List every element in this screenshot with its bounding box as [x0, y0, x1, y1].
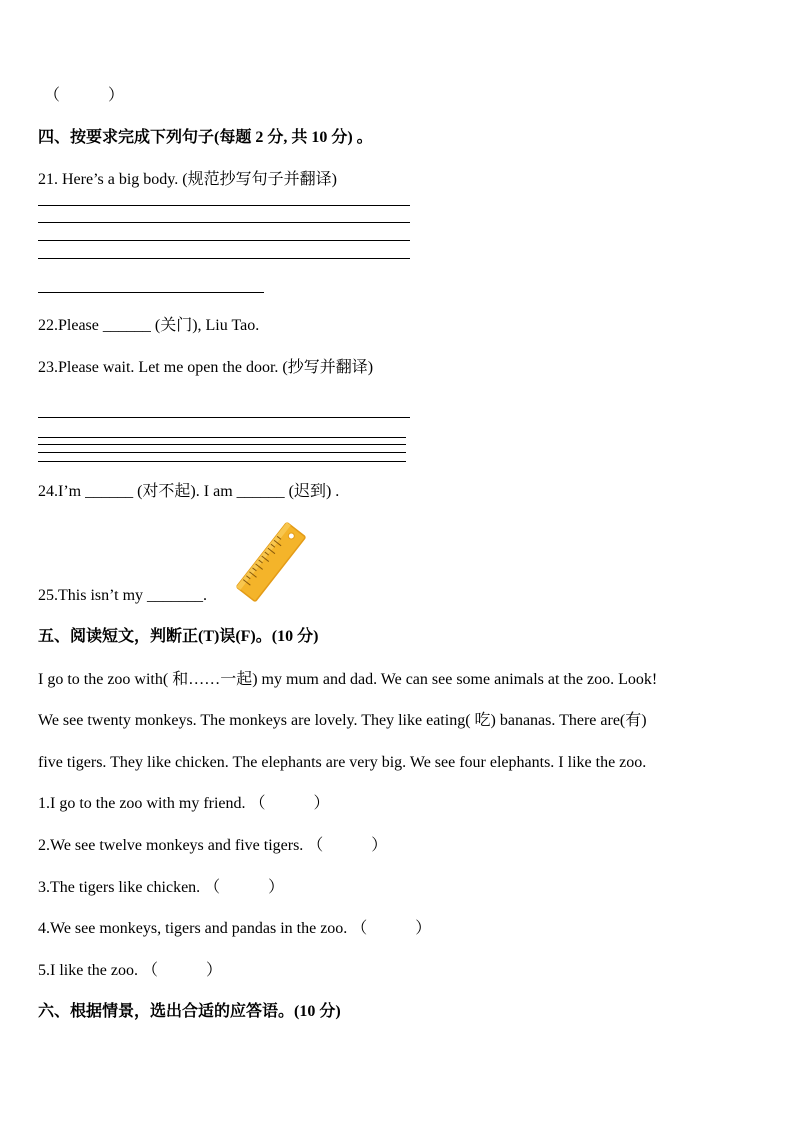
judgment-item: 4.We see monkeys, tigers and pandas in the zoo. （ ） — [38, 920, 432, 937]
question-23: 23.Please wait. Let me open the door. (抄写并翻译) — [38, 359, 374, 376]
writing-line — [38, 461, 406, 462]
section-5-heading: 五、阅读短文，判断正(T)误(F)。(10 分) — [38, 628, 319, 645]
passage-line: We see twenty monkeys. The monkeys are lovely. They like eating( 吃) bananas. There are(有) — [38, 712, 647, 729]
answer-bracket: （ ） — [44, 87, 125, 104]
judgment-item: 1.I go to the zoo with my friend. （ ） — [38, 795, 330, 812]
judgment-item: 3.The tigers like chicken. （ ） — [38, 879, 285, 896]
question-22: 22.Please ______ (关门), Liu Tao. — [38, 317, 260, 334]
writing-line — [38, 437, 406, 438]
question-24: 24.I’m ______ (对不起). I am ______ (迟到) . — [38, 483, 340, 500]
writing-line — [38, 444, 406, 445]
writing-line — [38, 205, 410, 206]
writing-line — [38, 240, 410, 241]
ruler-icon — [236, 522, 306, 602]
passage-line: I go to the zoo with( 和……一起) my mum and dad. We can see some animals at the zoo. Look! — [38, 671, 658, 688]
writing-line — [38, 258, 410, 259]
writing-line — [38, 222, 410, 223]
passage-line: five tigers. They like chicken. The elephants are very big. We see four elephants. I like the zoo. — [38, 754, 647, 771]
question-25: 25.This isn’t my _______. — [38, 587, 208, 604]
section-6-heading: 六、根据情景，选出合适的应答语。(10 分) — [38, 1003, 341, 1020]
judgment-item: 5.I like the zoo. （ ） — [38, 962, 222, 979]
writing-line — [38, 292, 264, 293]
writing-line — [38, 452, 406, 453]
judgment-item: 2.We see twelve monkeys and five tigers. （ ） — [38, 837, 388, 854]
question-21: 21. Here’s a big body. (规范抄写句子并翻译) — [38, 171, 337, 188]
writing-line — [38, 417, 410, 418]
section-4-heading: 四、按要求完成下列句子(每题 2 分, 共 10 分) 。 — [38, 129, 373, 146]
